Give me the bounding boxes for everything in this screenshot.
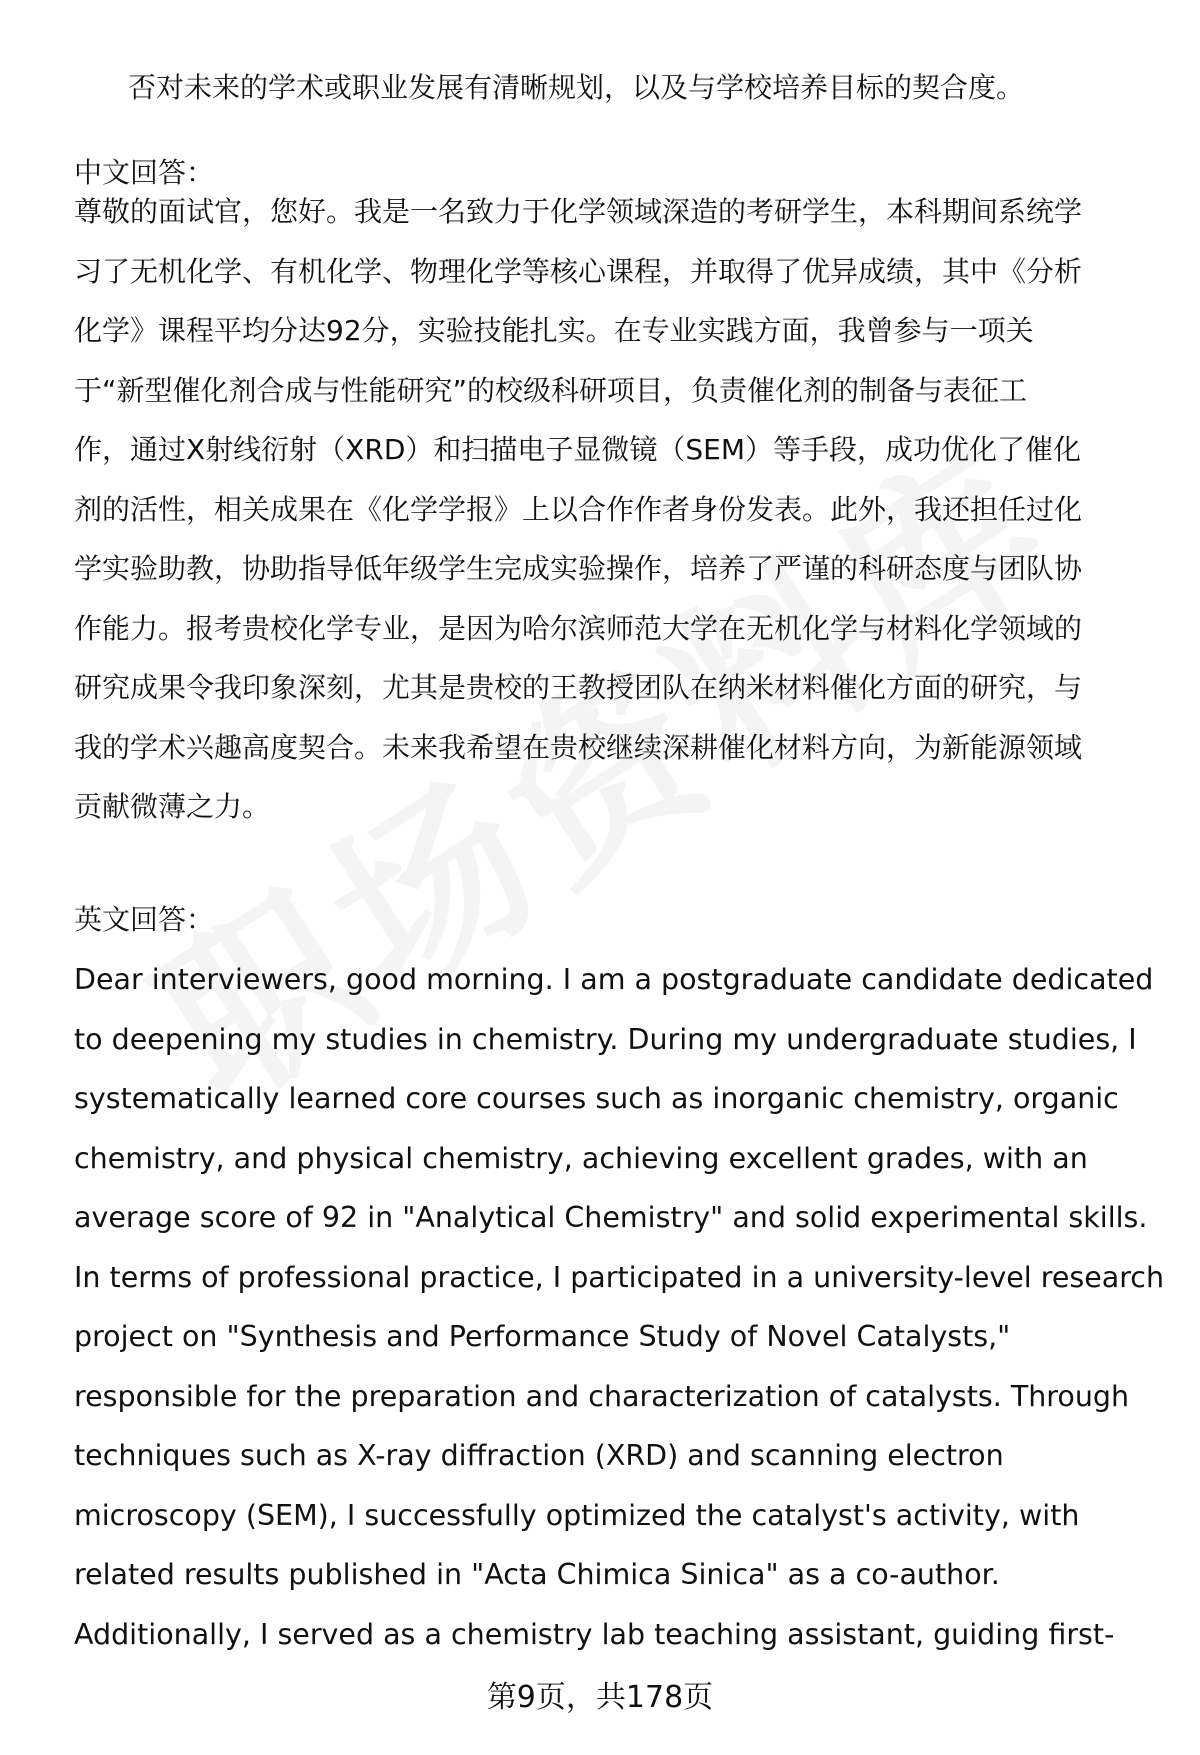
- en-answer-line: responsible for the preparation and characterization of catalysts. Through: [74, 1379, 1130, 1413]
- zh-answer-line: 尊敬的面试官，您好。我是一名致力于化学领域深造的考研学生，本科期间系统学: [74, 195, 1083, 228]
- en-answer-line: Dear interviewers, good morning. I am a postgraduate candidate dedicated: [74, 963, 1154, 996]
- zh-answer-line: 贡献微薄之力。: [74, 790, 271, 823]
- zh-answer-heading: 中文回答：: [74, 156, 215, 189]
- zh-answer-line: 研究成果令我印象深刻，尤其是贵校的王教授团队在纳米材料催化方面的研究，与: [74, 671, 1083, 704]
- en-answer-body: [74, 950, 1164, 1664]
- en-answer-line: related results published in "Acta Chimica Sinica" as a co-author.: [74, 1558, 1000, 1591]
- page-number-footer: 第9页，共178页: [486, 1680, 714, 1715]
- zh-answer-line: 作能力。报考贵校化学专业，是因为哈尔滨师范大学在无机化学与材料化学领域的: [74, 611, 1083, 645]
- zh-answer-line: 剂的活性，相关成果在《化学学报》上以合作作者身份发表。此外，我还担任过化: [74, 492, 1083, 526]
- zh-answer-line: 作，通过X射线衍射（XRD）和扫描电子显微镜（SEM）等手段，成功优化了催化: [74, 433, 1082, 466]
- zh-answer-line: 习了无机化学、有机化学、物理化学等核心课程，并取得了优异成绩，其中《分析: [74, 254, 1083, 288]
- zh-answer-body: [74, 182, 1154, 837]
- en-answer-line: average score of 92 in "Analytical Chemistry" and solid experimental skills.: [74, 1201, 1148, 1234]
- en-answer-heading: 英文回答：: [74, 903, 215, 936]
- en-answer-line: microscopy (SEM), I successfully optimized the catalyst's activity, with: [74, 1498, 1080, 1532]
- zh-answer-line: 于“新型催化剂合成与性能研究”的校级科研项目，负责催化剂的制备与表征工: [74, 373, 1028, 407]
- en-answer-line: chemistry, and physical chemistry, achieving excellent grades, with an: [74, 1141, 1088, 1175]
- en-answer-line: techniques such as X-ray diffraction (XRD) and scanning electron: [74, 1439, 1004, 1472]
- zh-answer-line: 学实验助教，协助指导低年级学生完成实验操作，培养了严谨的科研态度与团队协: [74, 552, 1083, 585]
- en-answer-line: to deepening my studies in chemistry. During my undergraduate studies, I: [74, 1022, 1137, 1056]
- en-answer-line: project on "Synthesis and Performance Study of Novel Catalysts,": [74, 1320, 1011, 1353]
- zh-answer-line: 我的学术兴趣高度契合。未来我希望在贵校继续深耕催化材料方向，为新能源领域: [74, 730, 1083, 764]
- zh-answer-line: 化学》课程平均分达92分，实验技能扎实。在专业实践方面，我曾参与一项关: [74, 314, 1034, 347]
- en-answer-line: Additionally, I served as a chemistry lab teaching assistant, guiding first-: [74, 1617, 1115, 1651]
- en-answer-line: In terms of professional practice, I participated in a university-level research: [74, 1260, 1165, 1294]
- continued-text-line: 否对未来的学术或职业发展有清晰规划，以及与学校培养目标的契合度。: [128, 71, 1025, 104]
- en-answer-line: systematically learned core courses such as inorganic chemistry, organic: [74, 1082, 1119, 1115]
